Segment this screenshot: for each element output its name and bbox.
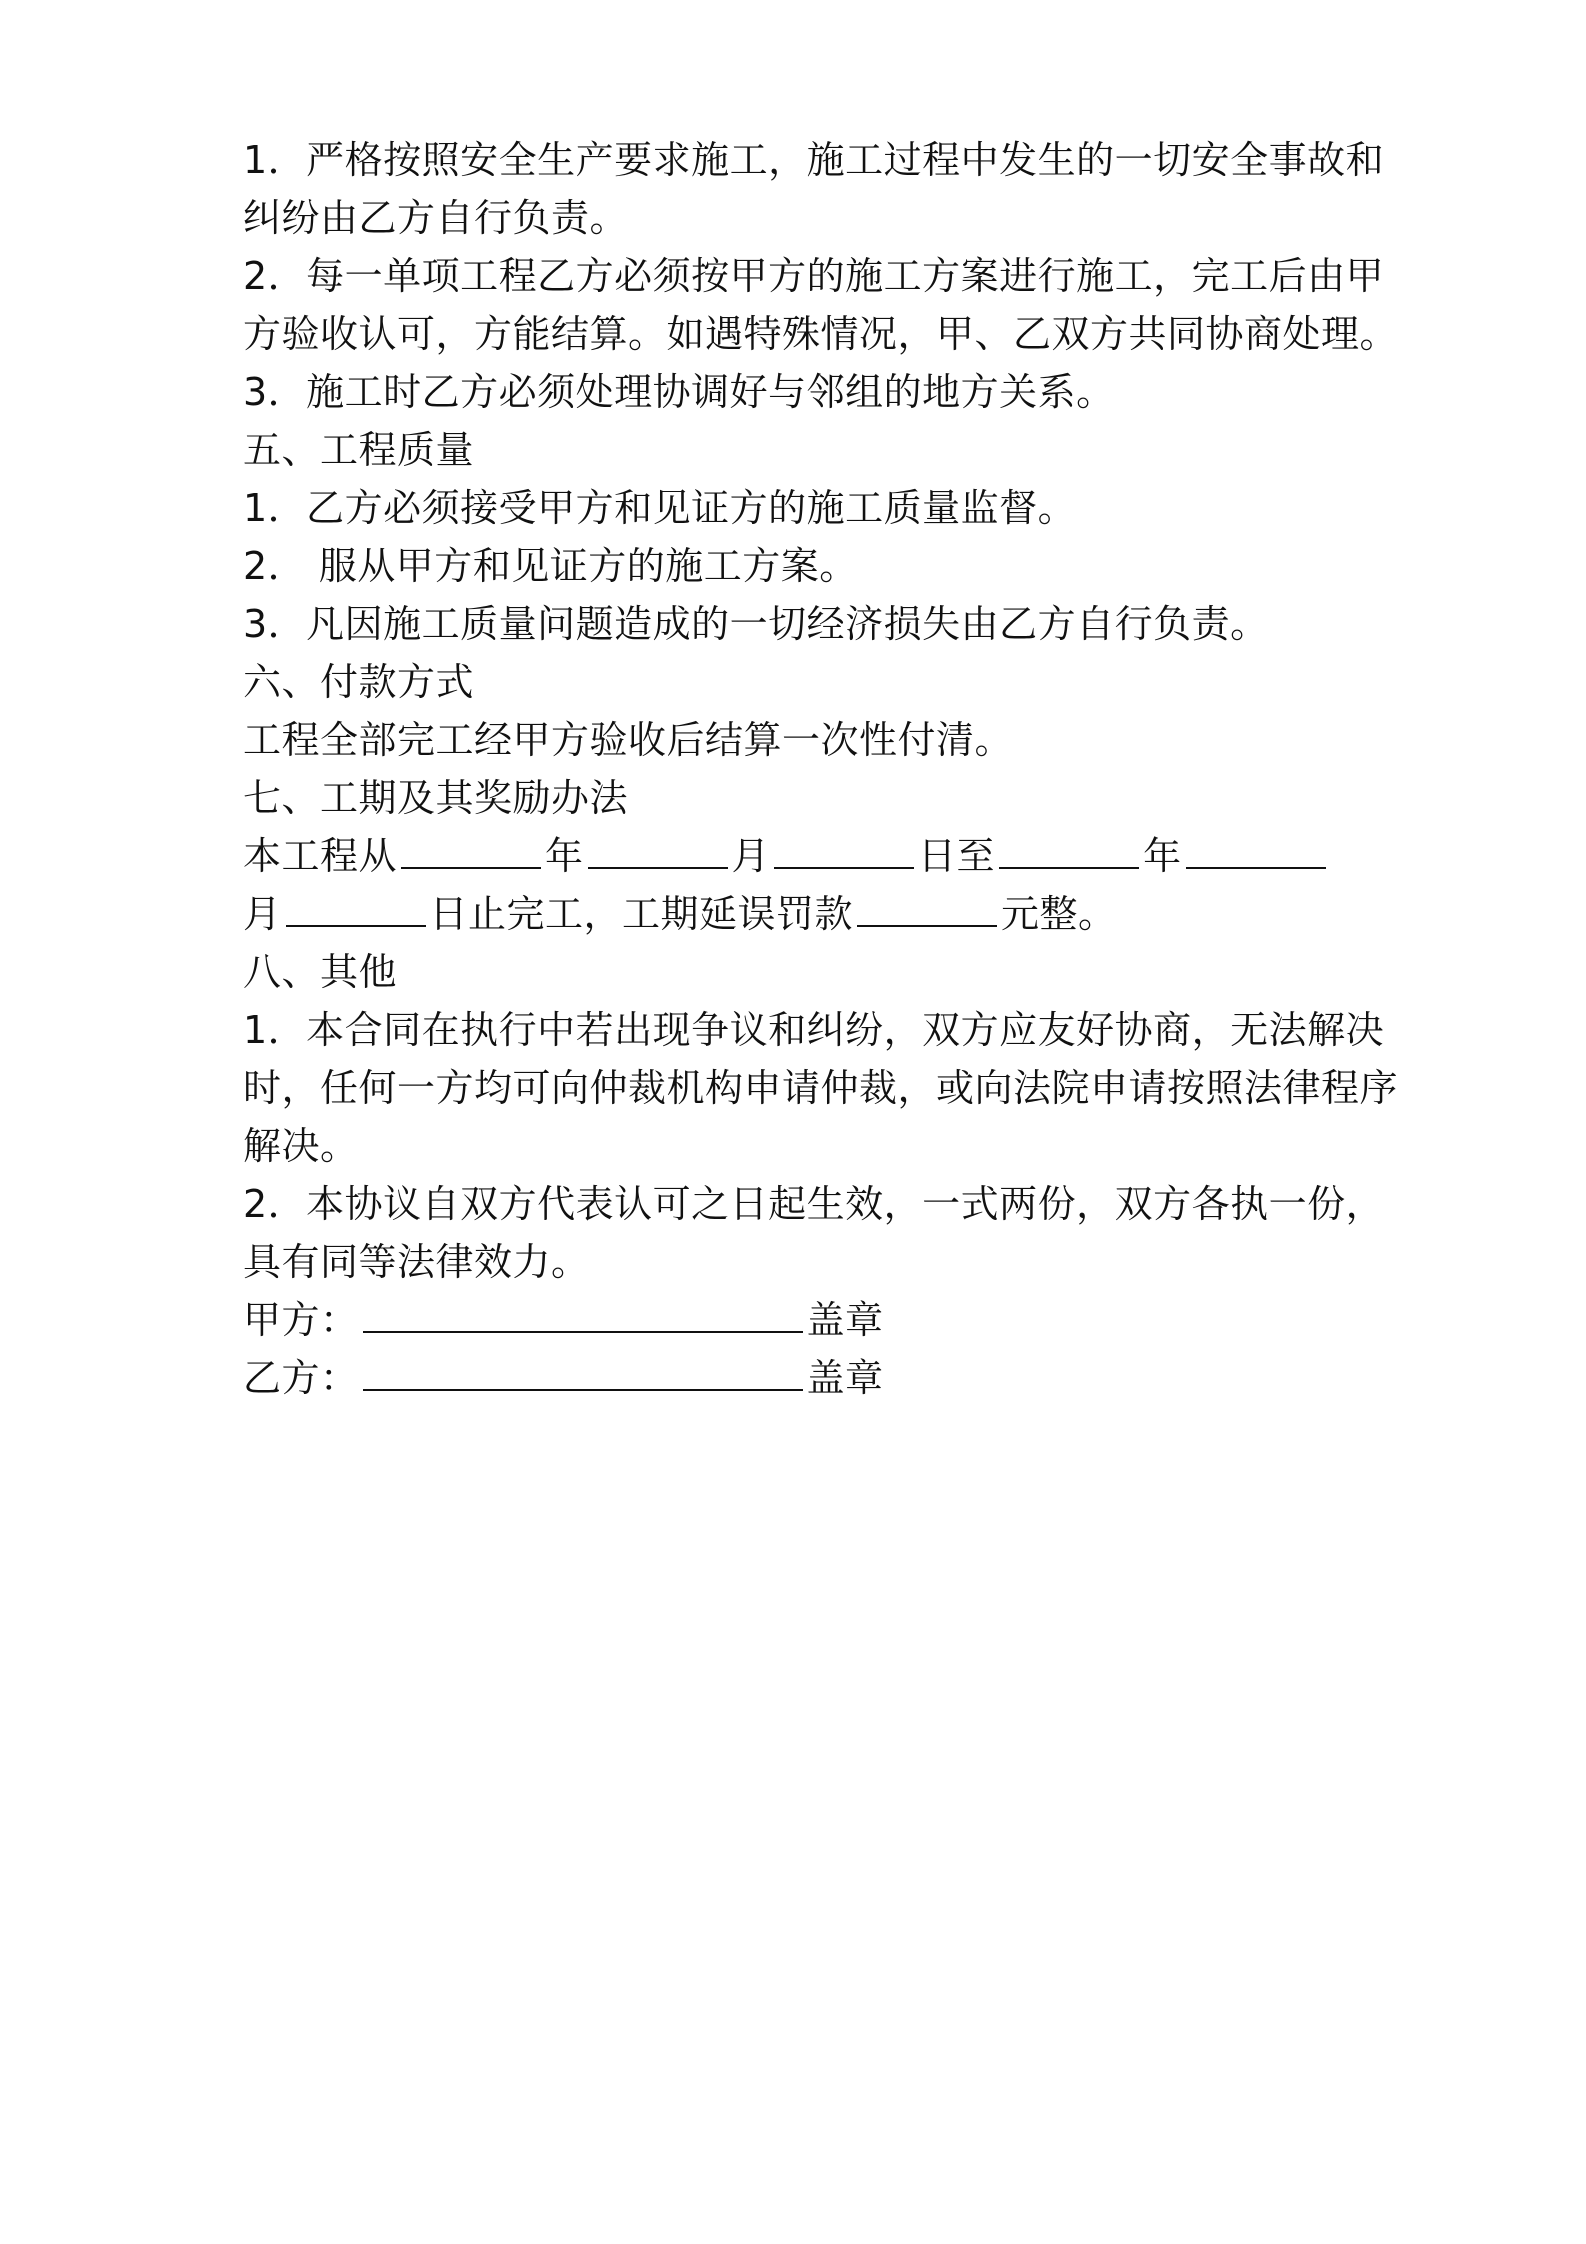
schedule-year2-label: 年 (1143, 834, 1182, 878)
payment-text: 工程全部完工经甲方验收后结算一次性付清。 (243, 718, 1014, 762)
quality-item-3: 3．凡因施工质量问题造成的一切经济损失由乙方自行负责。 (243, 602, 1269, 646)
start-day-blank[interactable] (774, 833, 914, 869)
schedule-line-1 (243, 832, 1363, 880)
schedule-year-label: 年 (545, 834, 584, 878)
party-b-signature-line (243, 1354, 1363, 1402)
other-item-2-line-1: 2．本协议自双方代表认可之日起生效，一式两份，双方各执一份， (243, 1182, 1385, 1226)
party-b-seal-label: 盖章 (806, 1356, 884, 1400)
schedule-line-2 (243, 890, 1363, 938)
end-day-blank[interactable] (286, 891, 426, 927)
schedule-unit: 元整。 (1001, 892, 1117, 936)
section-5-heading: 五、工程质量 (243, 428, 475, 472)
clause-1-line-2: 纠纷由乙方自行负责。 (243, 196, 629, 240)
clause-2-line-2: 方验收认可，方能结算。如遇特殊情况，甲、乙双方共同协商处理。 (243, 312, 1399, 356)
section-7-heading: 七、工期及其奖励办法 (243, 776, 629, 820)
schedule-month2-label: 月 (243, 892, 282, 936)
other-item-1-line-2: 时，任何一方均可向仲裁机构申请仲裁，或向法院申请按照法律程序 (243, 1066, 1399, 1110)
quality-item-2: 2． 服从甲方和见证方的施工方案。 (243, 544, 858, 588)
start-month-blank[interactable] (588, 833, 728, 869)
schedule-month-label: 月 (731, 834, 771, 878)
section-6-heading: 六、付款方式 (243, 660, 475, 704)
other-item-2-line-2: 具有同等法律效力。 (243, 1240, 590, 1284)
clause-2-line-1: 2．每一单项工程乙方必须按甲方的施工方案进行施工，完工后由甲 (243, 254, 1385, 298)
other-item-1-line-1: 1．本合同在执行中若出现争议和纠纷，双方应友好协商，无法解决 (243, 1008, 1385, 1052)
clause-3-line: 3．施工时乙方必须处理协调好与邻组的地方关系。 (243, 370, 1115, 414)
party-a-signature-line (243, 1296, 1363, 1344)
section-8-heading: 八、其他 (243, 950, 398, 994)
end-year-blank[interactable] (999, 833, 1139, 869)
party-a-seal-label: 盖章 (806, 1298, 884, 1342)
party-a-signature-blank[interactable] (363, 1297, 803, 1333)
penalty-amount-blank[interactable] (857, 891, 997, 927)
schedule-prefix: 本工程从 (243, 834, 398, 878)
end-month-blank-part[interactable] (1186, 833, 1326, 869)
party-b-label: 乙方： (243, 1356, 359, 1400)
party-b-signature-blank[interactable] (363, 1355, 803, 1391)
start-year-blank[interactable] (401, 833, 541, 869)
schedule-day-to-label: 日至 (918, 834, 996, 878)
clause-1-line-1: 1．严格按照安全生产要求施工，施工过程中发生的一切安全事故和 (243, 138, 1385, 182)
quality-item-1: 1．乙方必须接受甲方和见证方的施工质量监督。 (243, 486, 1077, 530)
schedule-end-text: 日止完工，工期延误罚款 (429, 892, 854, 936)
other-item-1-line-3: 解决。 (243, 1124, 359, 1168)
party-a-label: 甲方： (243, 1298, 359, 1342)
